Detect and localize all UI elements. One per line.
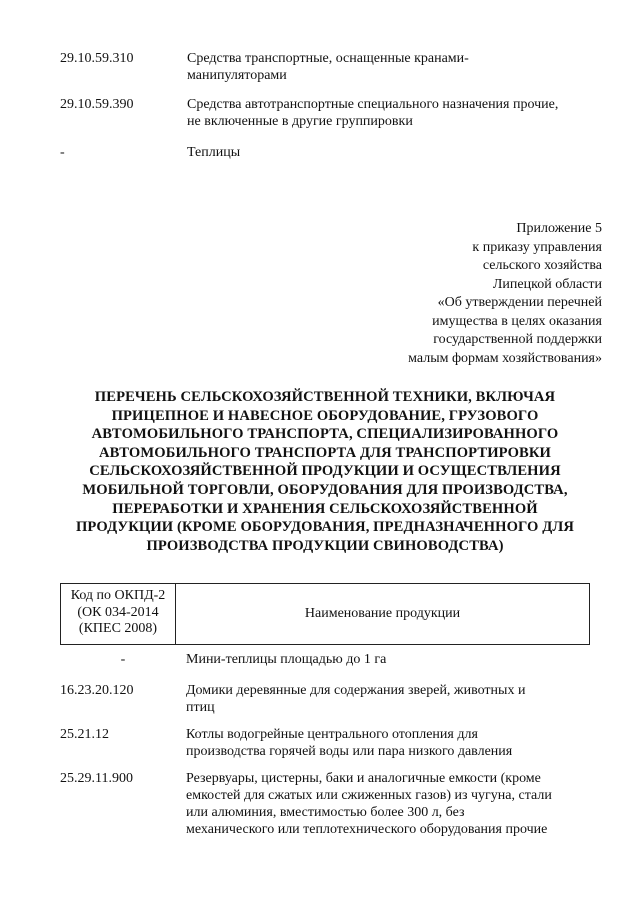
item-code: 29.10.59.310 (60, 51, 134, 66)
appendix-line: малым формам хозяйствования» (408, 350, 602, 366)
appendix-line: «Об утверждении перечней (437, 295, 602, 310)
title-line: ПРОДУКЦИИ (КРОМЕ ОБОРУДОВАНИЯ, ПРЕДНАЗНАЧЕННОГО ДЛЯ (75, 519, 575, 536)
list-item (60, 96, 567, 130)
appendix-line: Приложение 5 (516, 221, 602, 236)
item-code: 29.10.59.390 (60, 97, 134, 112)
appendix-block (408, 220, 602, 368)
item-name: Средства транспортные, оснащенные кранами-манипуляторами (187, 51, 469, 83)
table-row (60, 726, 556, 760)
appendix-line: имущества в целях оказания (432, 313, 602, 329)
list-item (60, 144, 567, 161)
table-row (60, 651, 556, 668)
item-name: Средства автотранспортные специального назначения прочие, не включенные в другие группировки (187, 97, 559, 129)
continued-list (60, 50, 580, 160)
header-name-cell: Наименование продукции (304, 606, 461, 621)
row-name: Резервуары, цистерны, баки и аналогичные емкости (кроме емкостей для сжатых или сжиженных газов) из чугуна, стали или алюминия, вместимостью более 300 л, без механического или теплотехнического оборудования прочие (186, 771, 552, 837)
row-code: 16.23.20.120 (60, 683, 134, 698)
title-line: ПЕРЕРАБОТКИ И ХРАНЕНИЯ СЕЛЬСКОХОЗЯЙСТВЕННОЙ (112, 500, 538, 517)
header-code-line: (ОК 034-2014 (77, 604, 159, 620)
title-line: ПРИЦЕПНОЕ И НАВЕСНОЕ ОБОРУДОВАНИЕ, ГРУЗОВОГО (111, 407, 539, 424)
document-title (60, 388, 590, 555)
title-line: АВТОМОБИЛЬНОГО ТРАНСПОРТА, СПЕЦИАЛИЗИРОВАННОГО (91, 426, 559, 443)
row-name: Домики деревянные для содержания зверей, животных и птиц (186, 683, 526, 715)
header-code-line: (КПЕС 2008) (78, 621, 158, 636)
appendix-line: государственной поддержки (433, 332, 602, 347)
title-line: МОБИЛЬНОЙ ТОРГОВЛИ, ОБОРУДОВАНИЯ ДЛЯ ПРОИЗВОДСТВА, (82, 481, 568, 498)
appendix-line: Липецкой области (492, 276, 602, 292)
title-line: АВТОМОБИЛЬНОГО ТРАНСПОРТА ДЛЯ ТРАНСПОРТИРОВКИ (99, 444, 551, 461)
row-code: 25.21.12 (60, 727, 109, 742)
title-line: ПЕРЕЧЕНЬ СЕЛЬСКОХОЗЯЙСТВЕННОЙ ТЕХНИКИ, ВКЛЮЧАЯ (94, 389, 556, 405)
row-name: Котлы водогрейные центрального отопления для производства горячей воды или пара низкого давления (186, 727, 513, 759)
header-code-line: Код по ОКПД-2 (70, 588, 166, 603)
row-code: - (120, 652, 126, 667)
row-name: Мини-теплицы площадью до 1 га (186, 652, 387, 667)
table-row (60, 770, 556, 838)
appendix-line: сельского хозяйства (482, 258, 602, 273)
item-name: Теплицы (187, 145, 241, 160)
table-header (60, 583, 590, 645)
title-line: СЕЛЬСКОХОЗЯЙСТВЕННОЙ ПРОДУКЦИИ И ОСУЩЕСТВЛЕНИЯ (89, 463, 561, 480)
table-row (60, 682, 556, 716)
list-item (60, 50, 580, 84)
appendix-line: к приказу управления (472, 239, 602, 255)
title-line: ПРОИЗВОДСТВА ПРОДУКЦИИ СВИНОВОДСТВА) (146, 537, 504, 554)
header-code-cell (61, 584, 176, 644)
products-table (60, 583, 590, 837)
item-code: - (60, 145, 65, 160)
row-code: 25.29.11.900 (60, 771, 133, 786)
